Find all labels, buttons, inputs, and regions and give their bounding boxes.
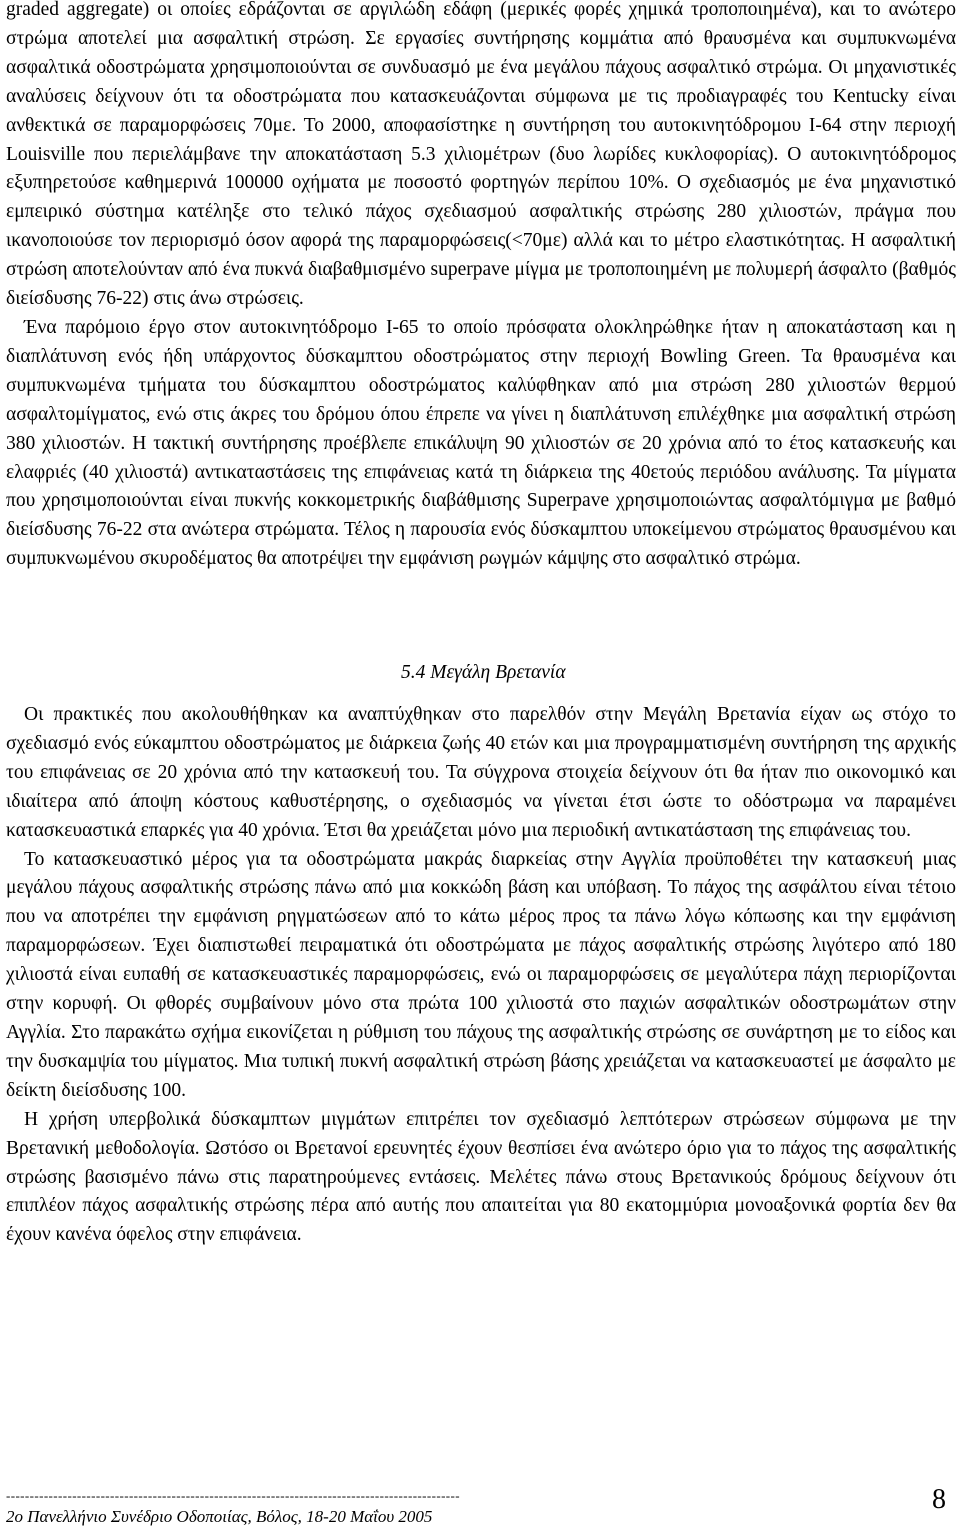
- section-heading: 5.4 Μεγάλη Βρετανία: [401, 662, 566, 683]
- footer-rule: ------------------------------------------------------------------------------------------------: [6, 1488, 460, 1503]
- paragraph-kentucky: graded aggregate) οι οποίες εδράζονται σε αργιλώδη εδάφη (μερικές φορές χημικά τροποποιημένα), και το ανώτερο στρώμα αποτελεί μια ασφαλτική στρώση. Σε εργασίες συντήρησης κομμάτια από θραυσμένα και συμπυκνωμένα ασφαλτικά οδοστρώματα χρησιμοποιούνται σε συνδυασμό με ένα μεγάλου πάχους ασφαλτικό στρώμα. Οι μηχανιστικές αναλύσεις δείχνουν ότι τα οδοστρώματα που κατασκευάζονται σύμφωνα με τις προδιαγραφές του Kentucky είναι ανθεκτικά σε παραμορφώσεις 70με. Το 2000, αποφασίστηκε η συντήρηση του αυτοκινητόδρομου I-64 στην περιοχή Louisville που περιελάμβανε την αποκατάσταση 5.3 χιλιομέτρων (δυο λωρίδες κυκλοφορίας). Ο αυτοκινητόδρομος εξυπηρετούσε καθημερινά 100000 οχήματα με ποσοστό φορτηγών περίπου 10%. Ο σχεδιασμός με ένα μηχανιστικό εμπειρικό σύστημα κατέληξε στο τελικό πάχος σχεδιασμού ασφαλτικής στρώσης 280 χιλιοστών, πράγμα που ικανοποιούσε τον περιορισμό όσον αφορά της παραμορφώσεις(<70με) αλλά και το μέτρο ελαστικότητας. Η ασφαλτική στρώση αποτελούνταν από ένα πυκνά διαβαθμισμένο superpave μίγμα με τροποποιημένη με πολυμερή άσφαλτο (βαθμός διείσδυσης 76-22) στις άνω στρώσεις.: [6, 0, 956, 310]
- footer-conference: 2ο Πανελλήνιο Συνέδριο Οδοποιίας, Βόλος, 18-20 Μαΐου 2005: [6, 1507, 433, 1526]
- paragraph-uk-stiff-mixes: Η χρήση υπερβολικά δύσκαμπτων μιγμάτων επιτρέπει τον σχεδιασμό λεπτότερων στρώσεων σύμφωνα με την Βρετανική μεθοδολογία. Ωστόσο οι Βρετανοί ερευνητές έχουν θεσπίσει ένα ανώτερο όριο για το πάχος της ασφαλτικής στρώσης βασισμένο πάνω στις παρατηρούμενες εντάσεις. Μελέτες πάνω στους Βρετανικούς δρόμους δείχνουν ότι επιπλέον πάχος ασφαλτικής στρώσης πέρα από αυτής που απαιτείται για 80 εκατομμύρια μονοαξονικά φορτία δεν θα έχουν κανένα όφελος στην επιφάνεια.: [6, 1108, 956, 1246]
- paragraph-i65: Ένα παρόμοιο έργο στον αυτοκινητόδρομο I-65 το οποίο πρόσφατα ολοκληρώθηκε ήταν η αποκατάσταση και η διαπλάτυνση ενός ήδη υπάρχοντος δύσκαμπτου οδοστρώματος στην περιοχή Bowling Green. Τα θραυσμένα και συμπυκνωμένα τμήματα του δύσκαμπτου οδοστρώματος καλύφθηκαν από μια στρώση 280 χιλιοστών θερμού ασφαλτομίγματος, ενώ στις άκρες του δρόμου όπου έπρεπε να γίνει η διαπλάτυνση επιλέχθηκε μια ασφαλτική στρώση 380 χιλιοστών. Η τακτική συντήρησης προέβλεπε επικάλυψη 90 χιλιοστών σε 20 χρόνια από το έτος κατασκευής και ελαφριές (40 χιλιοστά) αντικαταστάσεις της επιφάνειας κατά τη διάρκεια της 40ετούς περιόδου ανάλυσης. Τα μίγματα που χρησιμοποιούνται είναι πυκνής κοκκομετρικής διαβάθμισης Superpave χρησιμοποιώντας ασφαλτόμιγμα με βαθμό διείσδυσης 76-22 στα ανώτερα στρώματα. Τέλος η παρουσία ενός δύσκαμπτου υποκείμενου στρώματος θραυσμένου και συμπυκνωμένου σκυροδέματος θα αποτρέψει την εμφάνιση ρωγμών κάμψης στο ασφαλτικό στρώμα.: [6, 316, 956, 570]
- body-text-top: [6, 0, 956, 574]
- paragraph-uk-practice: Οι πρακτικές που ακολουθήθηκαν κα αναπτύχθηκαν στο παρελθόν στην Μεγάλη Βρετανία είχαν ως στόχο το σχεδιασμό ενός εύκαμπτου οδοστρώματος με διάρκεια ζωής 40 ετών και μια προγραμματισμένη συντήρηση της αρχικής του επιφάνειας σε 20 χρόνια από την κατασκευή του. Τα σύγχρονα στοιχεία δείχνουν ότι θα ήταν πιο οικονομικό και ιδιαίτερα από άποψη κόστους καθυστέρησης, ο σχεδιασμός να γίνεται έτσι ώστε το οδόστρωμα να παραμένει κατασκευαστικά επαρκές για 40 χρόνια. Έτσι θα χρειάζεται μόνο μια περιοδική αντικατάσταση της επιφάνειας του.: [6, 704, 956, 841]
- page-number: 8: [932, 1484, 946, 1515]
- paragraph-uk-construction: Το κατασκευαστικό μέρος για τα οδοστρώματα μακράς διαρκείας στην Αγγλία προϋποθέτει την κατασκευή μιας μεγάλου πάχους ασφαλτικής στρώσης πάνω από μια κοκκώδη βάση και υπόβαση. Το πάχος της ασφάλτου είναι τέτοιο που να αποτρέπει την εμφάνιση ρηγματώσεων από το κάτω μέρος προς τα πάνω λόγω κόπωσης και την εμφάνιση παραμορφώσεων. Έχει διαπιστωθεί πειραματικά ότι οδοστρώματα με πάχος ασφαλτικής στρώσης λιγότερο από 180 χιλιοστά είναι ευπαθή σε κατασκευαστικές παραμορφώσεις, ενώ οι παραμορφώσεις σε μεγαλύτερα πάχη περιορίζονται στην κορυφή. Οι φθορές συμβαίνουν μόνο στα πρώτα 100 χιλιοστά στο παχιών ασφαλτικών οδοστρωμάτων στην Αγγλία. Στο παρακάτω σχήμα εικονίζεται η ρύθμιση του πάχους της ασφαλτικής στρώσης σε συνάρτηση με το είδος και την δυσκαμψία του μίγματος. Μια τυπική πυκνή ασφαλτική στρώση βάσης χρειάζεται να κατασκευαστεί με άσφαλτο με δείκτη διείσδυσης 100.: [6, 848, 956, 1101]
- section-body-text: [6, 701, 956, 1250]
